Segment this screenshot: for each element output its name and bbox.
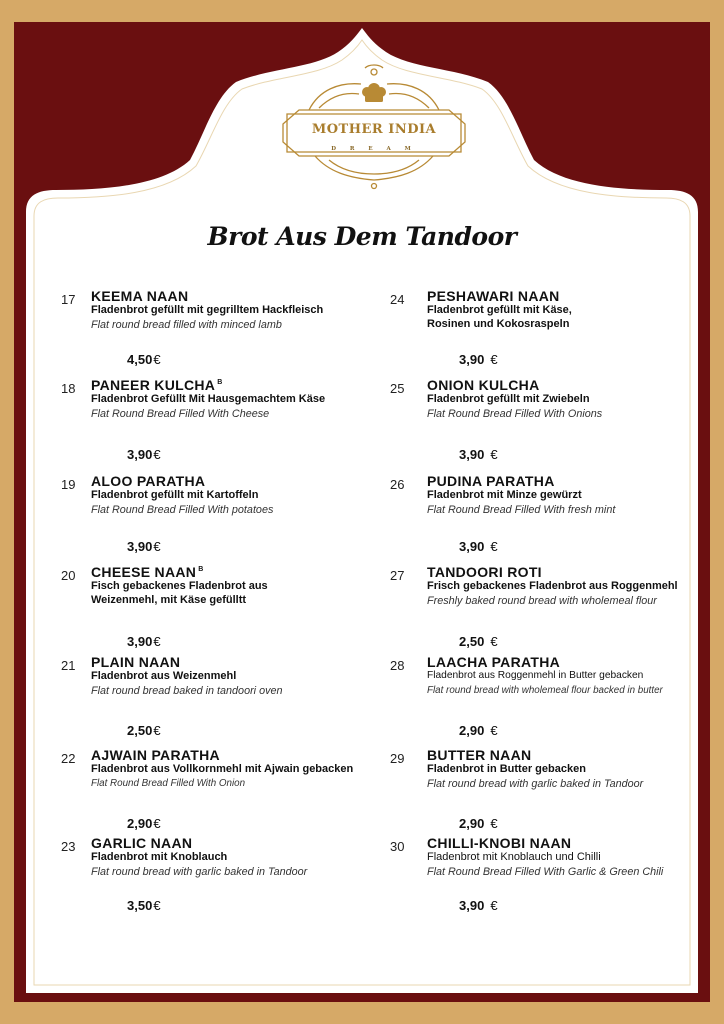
price-value: 2,50	[127, 723, 153, 738]
item-description-de: Fladenbrot gefüllt mit Käse,	[427, 304, 572, 316]
item-description-de: Fladenbrot aus Roggenmehl in Butter gebacken	[427, 670, 644, 681]
currency-symbol: €	[153, 352, 161, 367]
item-number: 28	[390, 658, 405, 673]
currency-symbol: €	[490, 634, 498, 649]
currency-symbol: €	[490, 723, 498, 738]
currency-symbol: €	[153, 634, 161, 649]
price-value: 2,90	[459, 816, 485, 831]
item-name	[427, 377, 539, 393]
brand-name: MOTHER INDIA	[311, 122, 437, 137]
item-name	[91, 654, 180, 670]
item-number: 20	[61, 568, 76, 583]
currency-symbol: €	[490, 352, 498, 367]
price-value: 3,50	[127, 898, 153, 913]
item-number: 22	[61, 751, 76, 766]
currency-symbol: €	[153, 723, 161, 738]
price-value: 3,90	[127, 447, 153, 462]
price-value: 3,90	[127, 539, 153, 554]
chef-hat-icon	[362, 83, 386, 102]
item-number: 26	[390, 477, 405, 492]
item-price	[127, 898, 161, 913]
item-number: 25	[390, 381, 405, 396]
item-name-text: TANDOORI ROTI	[427, 564, 542, 580]
item-name-text: KEEMA NAAN	[91, 288, 189, 304]
item-name	[427, 835, 571, 851]
item-number: 24	[390, 292, 405, 307]
item-name-text: CHEESE NAAN	[91, 564, 197, 580]
item-name	[91, 835, 192, 851]
item-name-text: PLAIN NAAN	[91, 654, 181, 670]
price-value: 2,90	[459, 723, 485, 738]
item-price	[127, 352, 161, 367]
menu-title: Brot Aus Dem Tandoor	[207, 222, 517, 251]
item-description-de: Fladenbrot gefüllt mit Zwiebeln	[427, 393, 590, 405]
currency-symbol: €	[490, 816, 498, 831]
item-description-de: Fladenbrot mit Knoblauch und Chilli	[427, 851, 601, 863]
item-description-en: Flat Round Bread Filled With Cheese	[91, 408, 270, 420]
item-name	[91, 564, 204, 580]
item-description-en: Flat Round Bread Filled With fresh mint	[427, 504, 616, 516]
item-price	[127, 447, 161, 462]
item-description-de-line2: Rosinen und Kokosraspeln	[427, 318, 570, 330]
currency-symbol: €	[153, 539, 161, 554]
item-name-text: ALOO PARATHA	[91, 473, 206, 489]
item-price	[127, 634, 161, 649]
item-description-de: Fladenbrot mit Minze gewürzt	[427, 489, 582, 501]
item-description-en: Freshly baked round bread with wholemeal flour	[427, 595, 657, 607]
item-name	[427, 654, 560, 670]
price-value: 2,90	[127, 816, 153, 831]
item-price	[127, 816, 161, 831]
item-name-text: LAACHA PARATHA	[427, 654, 561, 670]
item-price	[459, 634, 498, 649]
currency-symbol: €	[153, 816, 161, 831]
price-value: 3,90	[459, 447, 485, 462]
item-number: 30	[390, 839, 405, 854]
item-name	[91, 747, 220, 763]
item-name-text: PESHAWARI NAAN	[427, 288, 560, 304]
allergen-mark: B	[198, 566, 204, 574]
item-description-de: Fladenbrot gefüllt mit gegrilltem Hackfleisch	[91, 304, 324, 316]
item-name-text: PUDINA PARATHA	[427, 473, 555, 489]
item-description-de: Fladenbrot mit Knoblauch	[91, 851, 228, 863]
item-name-text: AJWAIN PARATHA	[91, 747, 220, 763]
item-description-de-line2: Weizenmehl, mit Käse gefülltt	[91, 594, 247, 606]
price-value: 2,50	[459, 634, 485, 649]
price-value: 3,90	[127, 634, 153, 649]
item-description-de: Fladenbrot aus Weizenmehl	[91, 670, 237, 682]
currency-symbol: €	[490, 539, 498, 554]
price-value: 4,50	[127, 352, 153, 367]
item-name	[91, 377, 223, 393]
item-description-en: Flat Round Bread Filled With Onion	[91, 778, 246, 789]
item-description-en: Flat Round Bread Filled With Garlic & Green Chili	[427, 866, 664, 878]
item-description-en: Flat Round Bread Filled With Onions	[427, 408, 603, 420]
item-description-en: Flat round bread with garlic baked in Tandoor	[91, 866, 308, 878]
item-name	[427, 747, 531, 763]
item-number: 27	[390, 568, 405, 583]
item-price	[127, 723, 161, 738]
item-price	[459, 898, 498, 913]
item-number: 17	[61, 292, 76, 307]
item-price	[459, 723, 498, 738]
item-price	[459, 539, 498, 554]
item-name	[427, 473, 555, 489]
item-number: 29	[390, 751, 405, 766]
item-description-de: Fisch gebackenes Fladenbrot aus	[91, 580, 268, 592]
item-number: 23	[61, 839, 76, 854]
item-name-text: PANEER KULCHA	[91, 377, 216, 393]
item-name-text: BUTTER NAAN	[427, 747, 532, 763]
item-price	[459, 447, 498, 462]
currency-symbol: €	[490, 898, 498, 913]
brand-subtitle: D R E A M	[331, 146, 417, 152]
currency-symbol: €	[490, 447, 498, 462]
item-name-text: GARLIC NAAN	[91, 835, 193, 851]
item-name	[91, 288, 188, 304]
item-description-en: Flat round bread with wholemeal flour backed in butter	[427, 685, 663, 696]
item-number: 21	[61, 658, 76, 673]
item-description-de: Fladenbrot gefüllt mit Kartoffeln	[91, 489, 259, 501]
item-number: 18	[61, 381, 76, 396]
price-value: 3,90	[459, 352, 485, 367]
currency-symbol: €	[153, 898, 161, 913]
item-description-de: Frisch gebackenes Fladenbrot aus Roggenmehl	[427, 580, 678, 592]
item-description-en: Flat round bread baked in tandoori oven	[91, 685, 283, 697]
item-price	[127, 539, 161, 554]
item-price	[459, 352, 498, 367]
item-description-en: Flat round bread with garlic baked in Tandoor	[427, 778, 644, 790]
item-price	[459, 816, 498, 831]
item-description-de: Fladenbrot Gefüllt Mit Hausgemachtem Käse	[91, 393, 326, 405]
item-description-en: Flat round bread filled with minced lamb	[91, 319, 282, 331]
item-name-text: CHILLI-KNOBI NAAN	[427, 835, 572, 851]
currency-symbol: €	[153, 447, 161, 462]
item-name	[427, 288, 560, 304]
restaurant-logo	[279, 62, 469, 192]
item-number: 19	[61, 477, 76, 492]
item-name	[91, 473, 205, 489]
item-description-en: Flat Round Bread Filled With potatoes	[91, 504, 274, 516]
price-value: 3,90	[459, 539, 485, 554]
item-description-de: Fladenbrot aus Vollkornmehl mit Ajwain gebacken	[91, 763, 354, 775]
item-name-text: ONION KULCHA	[427, 377, 540, 393]
item-name	[427, 564, 542, 580]
price-value: 3,90	[459, 898, 485, 913]
allergen-mark: B	[217, 379, 223, 387]
item-description-de: Fladenbrot in Butter gebacken	[427, 763, 586, 775]
